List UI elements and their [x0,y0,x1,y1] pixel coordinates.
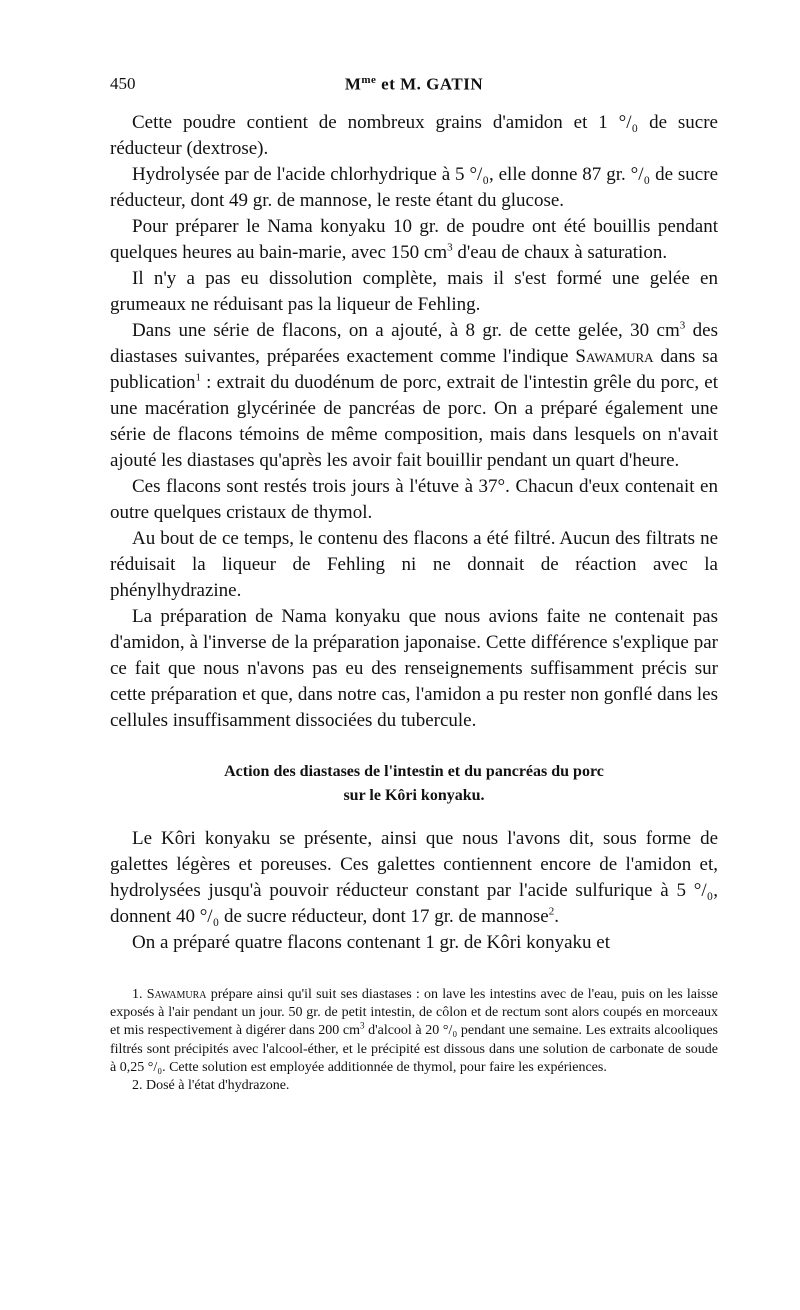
paragraph: Il n'y a pas eu dissolution complète, mais il s'est formé une gelée en grumeaux ne réduisant pas la liqueur de Fehling. [110,268,718,315]
paragraph: La préparation de Nama konyaku que nous avions faite ne contenait pas d'amidon, à l'inverse de la préparation japonaise. Cette différence s'explique par ce fait que nous n'avons pas eu des renseignements suffisamment précis sur cette préparation et que, dans notre cas, l'amidon a pu rester non gonflé dans les cellules insuffisamment dissociées du tubercule. [110,606,718,731]
page-number: 450 [110,74,136,93]
paragraph: Dans une série de flacons, on a ajouté, à 8 gr. de cette gelée, 30 $cm^3$ des diastases suivantes, préparées exactement comme l'indique Sawamura dans sa publication$^1$ : extrait du duodénum de porc, extrait de l'intestin grêle du porc, et une macération glycérinée de pancréas de porc. On a préparé également une série de flacons témoins de même composition, mais dans lesquels on n'avait ajouté les diastases qu'après les avoir fait bouillir pendant un quart d'heure. [110,319,719,471]
author-name: Sawamura [146,987,207,1002]
author-name: Sawamura [575,346,654,367]
footnote-ref: 1 [195,371,201,384]
paragraph: Hydrolysée par de l'acide chlorhydrique à 5 °/₀, elle donne 87 gr. °/₀ de sucre réducteur, dont 49 gr. de mannose, le reste étant du glucose. [110,164,718,211]
paragraph: Au bout de ce temps, le contenu des flacons a été filtré. Aucun des filtrats ne réduisait la liqueur de Fehling ni ne donnait de réaction avec la phénylhydrazine. [110,528,718,601]
section-heading: Action des diastases de l'intestin et du pancréas du porc sur le Kôri konyaku. [224,763,604,804]
paragraph: Pour préparer le Nama konyaku 10 gr. de poudre ont été bouillis pendant quelques heures au bain-marie, avec 150 $cm^3$ d'eau de chaux à saturation. [110,216,718,263]
footnote: 1. Sawamura prépare ainsi qu'il suit ses diastases : on lave les intestins avec de l'eau, puis on les laisse exposés à l'air pendant un jour. 50 gr. de petit intestin, de côlon et de rectum sont alors coupés en morceaux et mis respectivement à digérer dans 200 $cm^3$ d'alcool à 20 °/₀ pendant une semaine. Les extraits alcooliques filtrés sont précipités avec l'alcool-éther, et le précipité est dissous dans une solution de carbonate de soude à 0,25 °/₀. Cette solution est employée additionnée de thymol, pour faire les expériences. [110,987,718,1075]
paragraph: Le Kôri konyaku se présente, ainsi que nous l'avons dit, sous forme de galettes légères et poreuses. Ces galettes contiennent encore de l'amidon et, hydrolysées jusqu'à pouvoir réducteur constant par l'acide sulfurique à 5 °/₀, donnent 40 °/₀ de sucre réducteur, dont 17 gr. de mannose$^2$. [110,828,718,927]
footnote: 2. Dosé à l'état d'hydrazone. [132,1078,290,1094]
paragraph: Ces flacons sont restés trois jours à l'étuve à 37°. Chacun d'eux contenait en outre quelques cristaux de thymol. [110,476,718,523]
main-text [110,110,718,956]
paragraph: Cette poudre contient de nombreux grains d'amidon et 1 °/₀ de sucre réducteur (dextrose). [110,112,718,159]
footnotes [110,986,718,1095]
page-header [110,74,718,98]
paragraph: On a préparé quatre flacons contenant 1 gr. de Kôri konyaku et [132,932,610,953]
footnote-ref: 2 [548,905,555,918]
running-title: $M^{me}$ et M. GATIN [344,74,484,94]
